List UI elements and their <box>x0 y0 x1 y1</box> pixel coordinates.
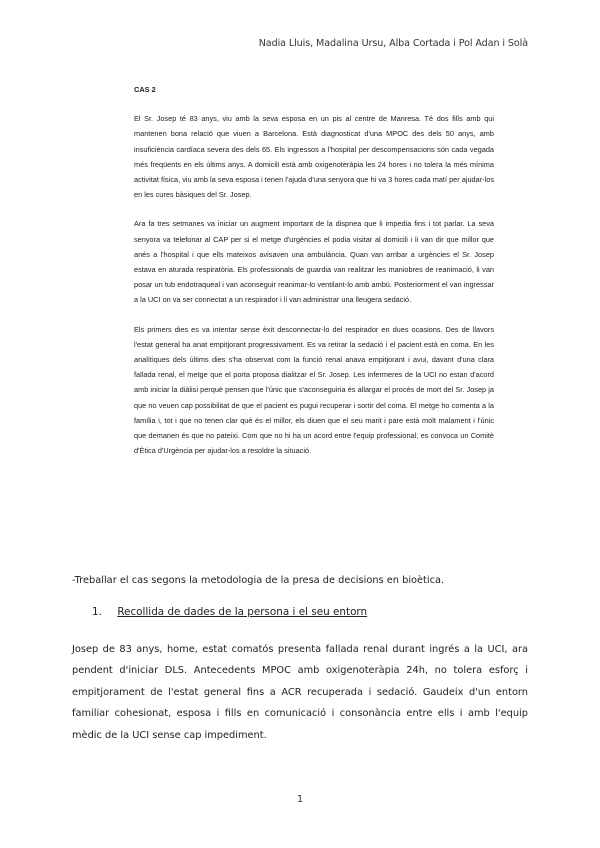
page-number: 1 <box>296 794 304 805</box>
case-paragraph-3: Els primers dies es va intentar sense èxit desconnectar-lo del respirador en dues ocasions. Des de llavors l'estat general ha anat empitjorant progressivament. Es va retirar la sedació i el pacient està en coma. En les analítiques dels últims dies s'ha observat com la funció renal anava empitjorant i avui, davant d'una clara fallada renal, el metge que el porta proposa dialitzar el Sr. Josep. Les infermeres de la UCI no estan d'acord amb iniciar la diàlisi perquè pensen que l'únic que s'aconseguiria és allargar el procés de mort del Sr. Josep ja que no veuen cap possibilitat de que el pacient es pugui recuperar i sortir del coma. El metge ho comenta a la família i, tot i que no tenen clar què és el millor, els diuen que el seu marit i pare està molt malament i l'únic que demanen és que no pateixi. Com que no hi ha un acord entre l'equip professional, es convoca un Comitè d'Ètica d'Urgència per ajudar-los a resoldre la situació. <box>134 324 494 456</box>
case-title: CAS 2 <box>134 85 156 94</box>
case-paragraph-2: Ara fa tres setmanes va iniciar un augment important de la dispnea que li impedia fins i tot parlar. La seva senyora va telefonar al CAP per si el metge d'urgències el podia visitar al domicili i li van dir que millor que anés a l'hospital i que ells mateixos avisaven una ambulància. Quan van arribar a urgències el Sr. Josep estava en aturada respiratòria. Els professionals de guardia van realitzar les maniobres de reanimació, li van posar un tub endotraqueal i van aconseguir reanimar-lo ventilant-lo amb ambú. Posteriorment el van ingressar a la UCI on va ser connectat a un respirador i li van administrar una lleugera sedació. <box>134 219 494 305</box>
section-heading <box>92 606 532 618</box>
page-header-authors: Nadia Lluis, Madalina Ursu, Alba Cortada i Pol Adan i Solà <box>258 38 528 49</box>
body-paragraph: Josep de 83 anys, home, estat comatós presenta fallada renal durant ingrés a la UCI, ara pendent d'iniciar DLS. Antecedents MPOC amb oxigenoteràpia 24h, no tolera esforç i empitjorament de l'estat general fins a ACR recuperada i sedació. Gaudeix d'un entorn familiar cohesionat, esposa i fills en comunicació i consonància entre ells i amb l'equip mèdic de la UCI sense cap impediment. <box>72 644 528 741</box>
section-number: 1. <box>92 606 102 618</box>
task-instruction: -Treballar el cas segons la metodologia de la presa de decisions en bioètica. <box>72 575 445 586</box>
case-paragraph-1: El Sr. Josep té 83 anys, viu amb la seva esposa en un pis al centre de Manresa. Té dos fills amb qui mantenen bona relació que viuen a Barcelona. Està diagnosticat d'una MPOC des dels 50 anys, amb insuficiència cardíaca severa des dels 65. Els ingressos a l'hospital per descompensacions són cada vegada més freqüents en els últims anys. A domicili està amb oxigenoteràpia les 24 hores i no tolera la més mínima activitat física, viu amb la seva esposa i tenen l'ajuda d'una senyora que hi va 3 hores cada matí per ajudar-los en les cures bàsiques del Sr. Josep. <box>134 114 494 200</box>
section-title: Recollida de dades de la persona i el seu entorn <box>117 606 368 618</box>
case-scan <box>134 82 494 472</box>
